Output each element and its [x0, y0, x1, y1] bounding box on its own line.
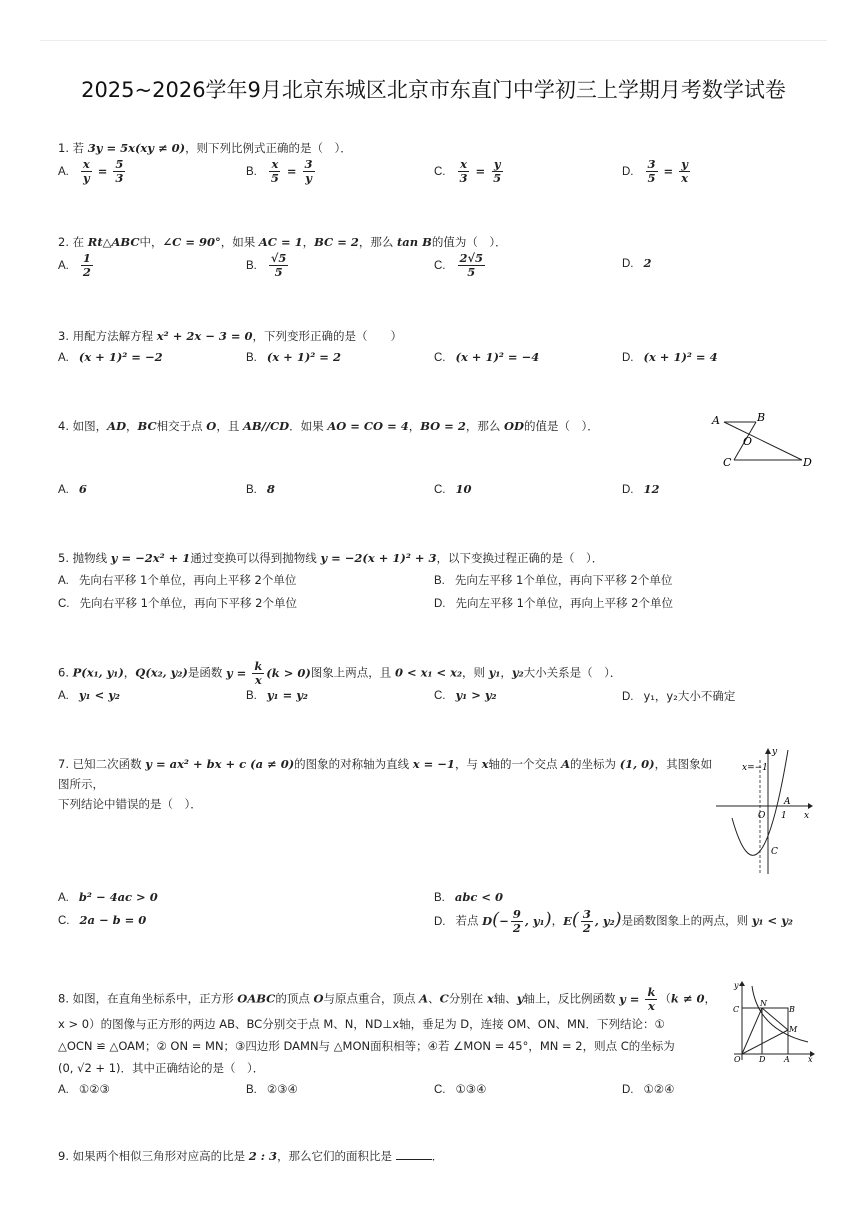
label-c: C [723, 456, 732, 469]
label-x: x [808, 1055, 813, 1064]
y-axis-arrow [739, 981, 745, 986]
q5-option-a[interactable]: A. 先向右平移 1个单位，再向上平移 2个单位 [58, 573, 297, 587]
question-number: 1. [58, 141, 69, 155]
question-7: 7. 已知二次函数 y = ax² + bx + c (a ≠ 0)的图象的对称轴为直线 x = −1，与 x轴的一个交点 A的坐标为 (1, 0)，其图象如图所示， 下列结论中错误的是（ ）． [58, 757, 713, 811]
top-divider [40, 40, 827, 41]
label-c: C [771, 847, 778, 857]
q4-option-c[interactable]: C. 10 [434, 482, 472, 496]
question-2: 2. 在 Rt△ABC中，∠C = 90°，如果 AC = 1，BC = 2，那么 tan B的值为（ ）． [58, 235, 507, 249]
q7-option-a[interactable]: A. b² − 4ac > 0 [58, 890, 158, 904]
question-1: 1. 若 3y = 5x(xy ≠ 0)，则下列比例式正确的是（ ）． [58, 141, 352, 155]
q8-figure [730, 980, 816, 1064]
q2-option-d[interactable]: D. 2 [622, 256, 652, 270]
q5-option-c[interactable]: C. 先向右平移 1个单位，再向下平移 2个单位 [58, 596, 297, 610]
q1-option-a[interactable]: A. $\frac{x}{y}$ = $\frac{5}{3}$ [58, 157, 124, 185]
q2-option-c[interactable]: C. $\frac{2√5}{5}$ [434, 251, 484, 279]
page-title: 2025~2026学年9月北京东城区北京市东直门中学初三上学期月考数学试卷 [81, 78, 786, 102]
label-x: x [804, 811, 810, 821]
label-axis-eq: x=−1 [742, 763, 768, 773]
label-a: A [784, 1055, 790, 1064]
q8-option-d[interactable]: D. ①②④ [622, 1082, 675, 1096]
label-c: C [733, 1005, 740, 1014]
question-4: 4. 如图，AD，BC相交于点 O，且 AB//CD．如果 AO = CO = 4，BO = 2，那么 OD的值是（ ）． [58, 419, 599, 433]
q7-option-c[interactable]: C. 2a − b = 0 [58, 913, 147, 927]
label-b: B [757, 411, 766, 424]
question-6: 6. P(x₁, y₁)，Q(x₂, y₂)是函数 y = $\frac{k}{x}$ (k > 0)图象上两点，且 0 < x₁ < x₂，则 y₁，y₂大小关系是（ ）． [58, 659, 622, 687]
label-d: D [759, 1055, 766, 1064]
q6-option-d[interactable]: D. y₁，y₂大小不确定 [622, 689, 736, 703]
q2-option-a[interactable]: A. $\frac{1}{2}$ [58, 251, 91, 279]
q7-option-d[interactable]: D. 若点 D(− $\frac{9}{2}$ , y₁)，E( $\frac{3}{2}$ , y₂)是函数图象上的两点，则 y₁ < y₂ [434, 907, 793, 935]
question-5: 5. 抛物线 y = −2x² + 1通过变换可以得到抛物线 y = −2(x + 1)² + 3，以下变换过程正确的是（ ）． [58, 551, 604, 565]
label-o: O [734, 1055, 741, 1064]
segment-om [742, 1030, 788, 1054]
y-axis-arrow [765, 748, 771, 754]
q4-option-b[interactable]: B. 8 [246, 482, 275, 496]
x-axis-arrow [808, 803, 813, 809]
q1-option-b[interactable]: B. $\frac{x}{5}$ = $\frac{3}{y}$ [246, 157, 313, 185]
q4-figure [708, 408, 816, 470]
q3-option-a[interactable]: A. (x + 1)² = −2 [58, 350, 163, 364]
q5-option-b[interactable]: B. 先向左平移 1个单位，再向下平移 2个单位 [434, 573, 673, 587]
q3-option-b[interactable]: B. (x + 1)² = 2 [246, 350, 341, 364]
q8-option-b[interactable]: B. ②③④ [246, 1082, 298, 1096]
segment-on [742, 1008, 762, 1054]
label-one: 1 [781, 811, 787, 821]
label-a: A [784, 797, 791, 807]
label-y: y [772, 747, 778, 757]
q6-option-c[interactable]: C. y₁ > y₂ [434, 688, 497, 702]
segment-ad [724, 422, 802, 460]
label-n: N [760, 999, 767, 1008]
label-o: O [743, 435, 753, 448]
label-o: O [758, 811, 766, 821]
q6-option-a[interactable]: A. y₁ < y₂ [58, 688, 120, 702]
q4-option-a[interactable]: A. 6 [58, 482, 87, 496]
q3-option-d[interactable]: D. (x + 1)² = 4 [622, 350, 718, 364]
question-3: 3. 用配方法解方程 x² + 2x − 3 = 0，下列变形正确的是（ ） [58, 329, 402, 343]
q7-figure [712, 746, 814, 880]
label-d: D [803, 456, 812, 469]
question-9: 9. 如果两个相似三角形对应高的比是 2 : 3，那么它们的面积比是 ． [58, 1149, 444, 1163]
hyperbola [752, 986, 808, 1042]
q3-option-c[interactable]: C. (x + 1)² = −4 [434, 350, 540, 364]
q8-option-c[interactable]: C. ①③④ [434, 1082, 487, 1096]
q7-option-b[interactable]: B. abc < 0 [434, 890, 504, 904]
label-y: y [734, 981, 739, 990]
label-m: M [789, 1025, 798, 1034]
q1-option-c[interactable]: C. $\frac{x}{3}$ = $\frac{y}{5}$ [434, 157, 502, 185]
q5-option-d[interactable]: D. 先向左平移 1个单位，再向上平移 2个单位 [434, 596, 673, 610]
q1-option-d[interactable]: D. $\frac{3}{5}$ = $\frac{y}{x}$ [622, 157, 689, 185]
q6-option-b[interactable]: B. y₁ = y₂ [246, 688, 308, 702]
q2-option-b[interactable]: B. $\frac{√5}{5}$ [246, 251, 287, 279]
answer-blank[interactable] [396, 1148, 432, 1160]
q4-option-d[interactable]: D. 12 [622, 482, 660, 496]
label-b: B [789, 1005, 795, 1014]
question-8: 8. 如图，在直角坐标系中，正方形 OABC的顶点 O与原点重合，顶点 A、C分别在 x轴、y轴上，反比例函数 y = $\frac{k}{x}$ （k ≠ 0， x > 0）的图像与正方形的两边 AB、BC分别交于点 M、N，ND⊥x轴，垂足为 D，连接 OM、ON、MN．下列结论：① △OCN ≌ △OAM；② ON = MN；③四边形 DAMN与 △MON面积相等；④若 ∠MON = 45°，MN = 2，则点 C的坐标为 (0, √2 + 1)．其中正确结论的是（ ）． [58, 985, 717, 1075]
q8-option-a[interactable]: A. ①②③ [58, 1082, 110, 1096]
label-a: A [712, 414, 720, 427]
